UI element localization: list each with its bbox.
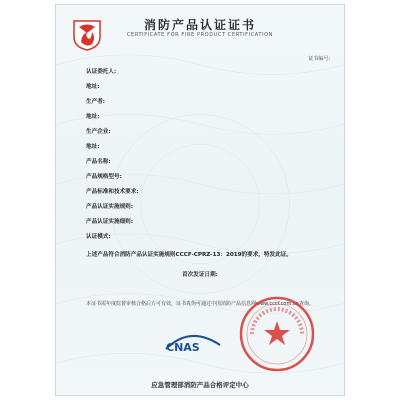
first-issue-date xyxy=(56,270,344,278)
field-product-standard: 产品标准和技术要求: xyxy=(86,189,139,195)
field-producer-address: 地址: xyxy=(86,114,100,120)
field-manufacturer: 生产企业: xyxy=(86,129,111,135)
certificate-title: 消防产品认证证书 xyxy=(143,18,256,32)
field-certification-mode: 认证模式: xyxy=(86,234,111,240)
field-manufacturer-address: 地址: xyxy=(86,144,100,150)
conformity-statement: 上述产品符合消防产品认证实施规则CCCF-CPRZ-13：2019的要求，特发此证。 xyxy=(86,252,292,258)
field-producer: 生产者: xyxy=(86,99,106,105)
certificate-number xyxy=(308,55,330,62)
official-seal-stamp-icon xyxy=(238,295,316,373)
field-client-address: 地址: xyxy=(86,84,100,90)
verification-note: 本证书需年度监督审核合格后方可有效，证书真伪可通过中国消防产品信息网www.cccf.com.cn查询。 xyxy=(86,301,314,307)
field-product-name: 产品名称: xyxy=(86,159,111,165)
field-client: 认证委托人: xyxy=(86,69,117,75)
issuing-organization: 应急管理部消防产品合格评定中心 xyxy=(151,381,249,389)
certificate-document xyxy=(55,4,345,396)
field-product-model: 产品规格型号: xyxy=(86,174,122,180)
certificate-number-label: 证书编号: xyxy=(308,56,330,62)
certificate-subtitle: CERTIFICATE FOR FIRE PRODUCT CERTIFICATION xyxy=(126,32,274,38)
field-implementation-details: 产品认证实施细则: xyxy=(86,219,133,225)
cnas-accreditation-logo-icon xyxy=(160,327,224,375)
cnas-label: CNAS xyxy=(166,341,200,354)
field-implementation-rules: 产品认证实施规则: xyxy=(86,204,133,210)
first-issue-label: 首次发证日期: xyxy=(182,272,218,278)
